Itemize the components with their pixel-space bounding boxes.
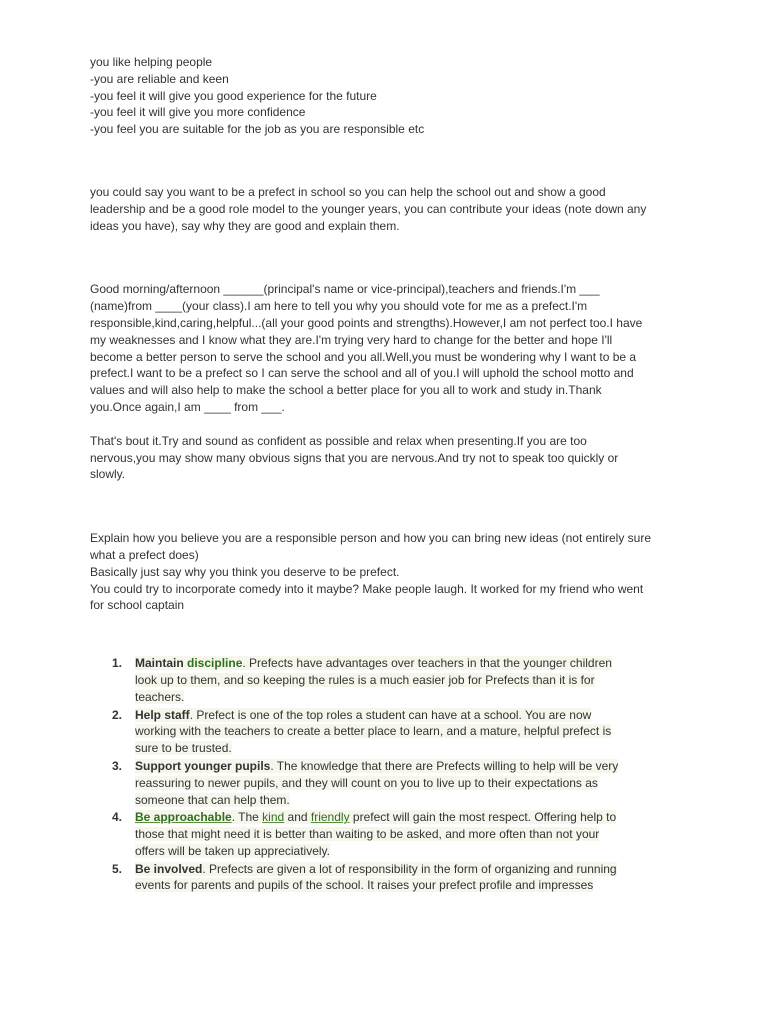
paragraph-line: my weaknesses and I know what they are.I'm trying very hard to change for the better and hope I'll	[90, 332, 613, 347]
item-line	[135, 655, 680, 672]
tip-line: -you are reliable and keen	[90, 71, 229, 86]
paragraph-line: become a better person to serve the school and you all.Well,you must be wondering why I want to be a	[90, 349, 637, 364]
list-item-text	[135, 758, 680, 808]
paragraph-line: You could try to incorporate comedy into it maybe? Make people laugh. It worked for my friend who went	[90, 581, 644, 596]
highlighted-text: offers will be taken up appreciatively.	[135, 843, 330, 858]
item-line-text: . The	[231, 810, 263, 825]
tip-line: you like helping people	[90, 55, 213, 69]
highlighted-text: teachers.	[135, 689, 185, 704]
highlighted-text: look up to them, and so keeping the rules is a much easier job for Prefects than it is for	[135, 672, 595, 687]
paragraph-line: what a prefect does)	[90, 547, 199, 562]
item-line	[135, 672, 680, 689]
item-title: Be involved	[135, 861, 203, 876]
highlighted-text: events for parents and pupils of the school. It raises your prefect profile and impresses	[135, 878, 594, 893]
item-line	[135, 723, 680, 740]
paragraph-line: prefect.I want to be a prefect so I can serve the school and all of you.I will uphold the school motto and	[90, 366, 634, 381]
highlighted-text	[135, 862, 617, 876]
item-line	[135, 707, 680, 724]
advice-paragraph	[90, 530, 680, 614]
list-item	[90, 758, 680, 808]
list-item	[90, 809, 680, 859]
paragraph-line: ideas you have), say why they are good and explain them.	[90, 218, 400, 233]
item-line-text: . Prefects have advantages over teachers in that the younger children	[242, 656, 612, 671]
tip-line: -you feel it will give you good experience for the future	[90, 88, 377, 103]
paragraph-line: That's bout it.Try and sound as confident as possible and relax when presenting.If you are too	[90, 433, 587, 448]
paragraph-line: Basically just say why you think you deserve to be prefect.	[90, 564, 400, 579]
highlighted-text: sure to be trusted.	[135, 741, 232, 756]
paragraph-line: Good morning/afternoon ______(principal's name or vice-principal),teachers and friends.I'm ___	[90, 282, 600, 297]
highlighted-text: reassuring to newer pupils, and they will count on you to live up to their expectations as	[135, 775, 598, 790]
list-item-text	[135, 707, 680, 757]
paragraph-line: (name)from ____(your class).I am here to tell you why you should vote for me as a prefect.I'm	[90, 299, 588, 314]
discipline-link[interactable]: discipline	[187, 656, 243, 671]
highlighted-text	[135, 656, 612, 670]
item-title: Help staff	[135, 707, 190, 722]
item-title: Maintain	[135, 656, 188, 671]
list-item	[90, 861, 680, 895]
item-line	[135, 843, 680, 860]
item-line	[135, 740, 680, 757]
be-approachable-link[interactable]: Be approachable	[135, 810, 232, 825]
highlighted-text: working with the teachers to create a better place to learn, and a mature, helpful prefect is	[135, 724, 612, 739]
paragraph-line: slowly.	[90, 467, 126, 482]
role-paragraph	[90, 184, 680, 234]
item-line	[135, 826, 680, 843]
list-number: 2.	[112, 707, 123, 722]
list-number: 5.	[112, 861, 123, 876]
tip-line: -you feel you are suitable for the job as you are responsible etc	[90, 122, 425, 137]
item-line	[135, 775, 680, 792]
paragraph-line: Explain how you believe you are a responsible person and how you can bring new ideas (not entirely sure	[90, 531, 652, 546]
highlighted-text	[135, 759, 618, 773]
kind-link[interactable]: kind	[262, 810, 285, 825]
friendly-link[interactable]: friendly	[310, 810, 350, 825]
paragraph-line: for school captain	[90, 598, 185, 613]
list-item	[90, 655, 680, 705]
paragraph-line: leadership and be a good role model to the younger years, you can contribute your ideas (note down any	[90, 201, 647, 216]
highlighted-text: those that might need it is better than waiting to be asked, and more often than not your	[135, 827, 600, 842]
prefect-duties-list	[90, 655, 680, 894]
item-title: Support younger pupils	[135, 758, 271, 773]
item-line-text: prefect will gain the most respect. Offering help to	[349, 810, 617, 825]
list-item-text	[135, 655, 680, 705]
list-item-text	[135, 861, 680, 895]
paragraph-line: you could say you want to be a prefect in school so you can help the school out and show a good	[90, 184, 606, 199]
paragraph-line: responsible,kind,caring,helpful...(all your good points and strengths).However,I am not perfect too.I have	[90, 315, 643, 330]
item-line	[135, 877, 680, 894]
highlighted-text: someone that can help them.	[135, 792, 290, 807]
highlighted-text	[135, 810, 616, 824]
paragraph-line: you.Once again,I am ____ from ___.	[90, 399, 285, 414]
list-item	[90, 707, 680, 757]
tips-list	[90, 54, 680, 138]
item-line-text: . The knowledge that there are Prefects willing to help will be very	[270, 758, 619, 773]
list-number: 4.	[112, 810, 123, 825]
item-line	[135, 809, 680, 826]
list-item-text	[135, 809, 680, 859]
item-line	[135, 758, 680, 775]
paragraph-line: values and will also help to make the school a better place for you all to work and study in.Thank	[90, 383, 602, 398]
item-line	[135, 861, 680, 878]
closing-paragraph	[90, 433, 680, 483]
list-number: 3.	[112, 758, 123, 773]
item-line	[135, 792, 680, 809]
document-page	[90, 54, 680, 895]
paragraph-line: nervous,you may show many obvious signs that you are nervous.And try not to speak too quickly or	[90, 450, 619, 465]
speech-paragraph	[90, 281, 680, 415]
item-line	[135, 689, 680, 706]
item-line-text: . Prefects are given a lot of responsibility in the form of organizing and running	[202, 861, 617, 876]
item-line-text: and	[284, 810, 311, 825]
list-number: 1.	[112, 656, 123, 671]
item-line-text: . Prefect is one of the top roles a student can have at a school. You are now	[189, 707, 592, 722]
tip-line: -you feel it will give you more confidence	[90, 105, 306, 120]
highlighted-text	[135, 708, 591, 722]
